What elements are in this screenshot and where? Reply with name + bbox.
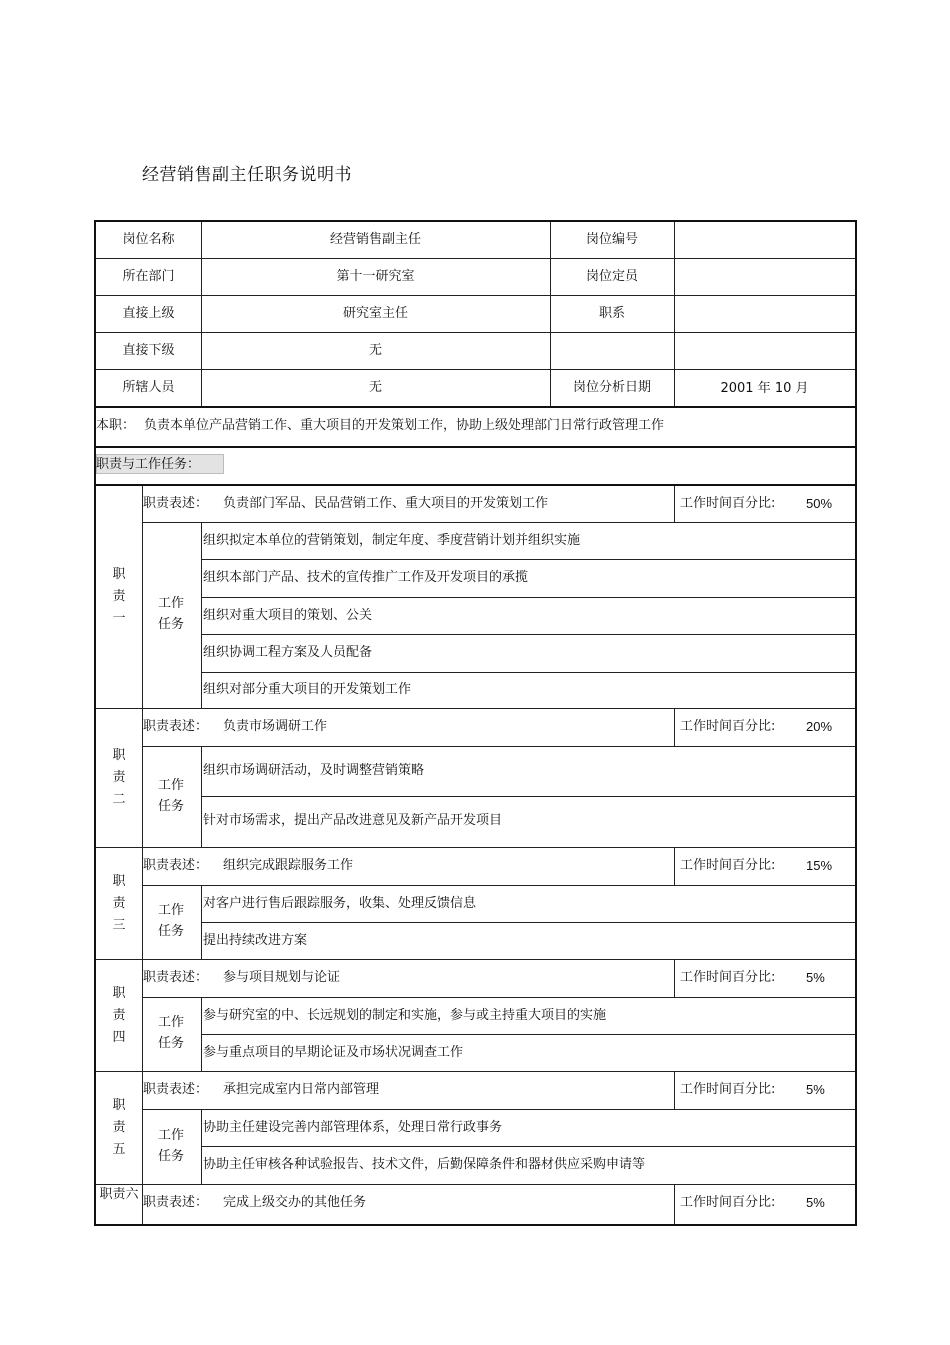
grid-line bbox=[201, 1034, 855, 1035]
grid-line bbox=[550, 222, 551, 407]
grid-line bbox=[142, 848, 143, 959]
header-label2: 岗位定员 bbox=[585, 269, 638, 284]
grid-line bbox=[674, 1072, 675, 1109]
grid-line bbox=[674, 222, 675, 407]
pct-label: 工作时间百分比: bbox=[680, 970, 776, 985]
header-label2: 岗位编号 bbox=[585, 232, 638, 247]
grid-line bbox=[201, 1146, 855, 1147]
grid-line bbox=[142, 1109, 855, 1110]
pct-label: 工作时间百分比: bbox=[680, 719, 776, 734]
duty-percent: 15% bbox=[806, 858, 833, 873]
task-label: 工作任务 bbox=[157, 1015, 184, 1051]
duties-header: 职责与工作任务： bbox=[96, 457, 201, 472]
grid-line bbox=[96, 446, 855, 448]
job-description-table bbox=[94, 220, 857, 1226]
duty-desc: 完成上级交办的其他任务 bbox=[223, 1195, 367, 1210]
grid-line bbox=[201, 522, 202, 708]
pct-label: 工作时间百分比: bbox=[680, 1195, 776, 1210]
task-item: 组织拟定本单位的营销策划，制定年度、季度营销计划并组织实施 bbox=[203, 532, 581, 548]
task-item: 组织协调工程方案及人员配备 bbox=[203, 645, 373, 660]
duty-desc-label: 职责表述： bbox=[143, 496, 209, 511]
task-label: 工作任务 bbox=[157, 1127, 184, 1164]
header-label: 岗位名称 bbox=[122, 232, 175, 247]
task-item: 提出持续改进方案 bbox=[203, 932, 308, 948]
grid-line bbox=[201, 559, 855, 560]
duty-desc-label: 职责表述： bbox=[143, 719, 209, 734]
header-label2: 岗位分析日期 bbox=[572, 380, 651, 395]
grid-line bbox=[201, 597, 855, 598]
page-title: 经营销售副主任职务说明书 bbox=[142, 165, 352, 185]
task-item: 协助主任审核各种试验报告、技术文件，后勤保障条件和器材供应采购申请等 bbox=[203, 1157, 646, 1172]
grid-line bbox=[96, 959, 855, 960]
grid-line bbox=[96, 258, 855, 259]
header-label2: 职系 bbox=[598, 306, 625, 321]
grid-line bbox=[201, 634, 855, 635]
header-value: 研究室主任 bbox=[342, 306, 408, 321]
task-label: 工作任务 bbox=[157, 903, 184, 939]
grid-line bbox=[201, 796, 855, 797]
header-label: 直接上级 bbox=[122, 306, 175, 321]
pct-label: 工作时间百分比: bbox=[680, 496, 776, 511]
grid-line bbox=[142, 522, 855, 523]
grid-line bbox=[96, 1184, 855, 1185]
grid-line bbox=[96, 295, 855, 296]
task-label: 工作任务 bbox=[157, 777, 184, 814]
duty-name: 职责六 bbox=[99, 1187, 139, 1202]
duty-desc: 负责市场调研工作 bbox=[223, 719, 328, 734]
duty-desc-label: 职责表述： bbox=[143, 1082, 209, 1097]
duty-percent: 50% bbox=[806, 496, 833, 511]
grid-line bbox=[96, 1071, 855, 1072]
duty-desc: 负责部门军品、民品营销工作、重大项目的开发策划工作 bbox=[223, 496, 549, 511]
grid-line bbox=[674, 960, 675, 997]
header-value: 经营销售副主任 bbox=[329, 232, 421, 247]
header-value: 无 bbox=[368, 380, 382, 395]
grid-line bbox=[96, 708, 855, 709]
task-item: 针对市场需求，提出产品改进意见及新产品开发项目 bbox=[203, 813, 503, 828]
duty-name: 职责五 bbox=[112, 1098, 126, 1157]
grid-line bbox=[96, 332, 855, 333]
duty-name: 职责一 bbox=[112, 567, 126, 626]
grid-line bbox=[96, 847, 855, 848]
task-item: 组织本部门产品、技术的宣传推广工作及开发项目的承揽 bbox=[203, 570, 529, 585]
grid-line bbox=[142, 1072, 143, 1184]
grid-line bbox=[142, 709, 143, 847]
header-label: 所辖人员 bbox=[122, 380, 175, 395]
grid-line bbox=[674, 486, 675, 522]
duty-percent: 5% bbox=[806, 1195, 825, 1210]
basic-duty-label: 本职： bbox=[96, 418, 136, 433]
grid-line bbox=[96, 369, 855, 370]
duty-desc-label: 职责表述： bbox=[143, 970, 209, 985]
grid-line bbox=[142, 486, 143, 708]
task-item: 参与研究室的中、长远规划的制定和实施，参与或主持重大项目的实施 bbox=[203, 1007, 607, 1023]
header-value: 第十一研究室 bbox=[336, 269, 415, 284]
basic-duty-text: 负责本单位产品营销工作、重大项目的开发策划工作，协助上级处理部门日常行政管理工作 bbox=[144, 418, 665, 433]
grid-line bbox=[674, 848, 675, 885]
grid-line bbox=[142, 1185, 143, 1224]
task-item: 组织对部分重大项目的开发策划工作 bbox=[203, 682, 412, 697]
grid-line bbox=[674, 709, 675, 746]
grid-line bbox=[142, 885, 855, 886]
task-item: 组织对重大项目的策划、公关 bbox=[203, 607, 373, 623]
task-label: 工作任务 bbox=[157, 596, 184, 632]
grid-line bbox=[142, 960, 143, 1071]
grid-line bbox=[96, 484, 855, 486]
pct-label: 工作时间百分比: bbox=[680, 1082, 776, 1097]
grid-line bbox=[96, 406, 855, 408]
header-value2: 2001 年 10 月 bbox=[720, 381, 809, 396]
grid-line bbox=[201, 672, 855, 673]
duty-percent: 20% bbox=[806, 719, 833, 734]
duty-percent: 5% bbox=[806, 970, 825, 985]
duty-desc-label: 职责表述： bbox=[143, 1195, 209, 1210]
task-item: 协助主任建设完善内部管理体系，处理日常行政事务 bbox=[203, 1119, 503, 1135]
grid-line bbox=[201, 922, 855, 923]
grid-line bbox=[142, 997, 855, 998]
header-value: 无 bbox=[368, 343, 382, 358]
header-label: 直接下级 bbox=[122, 343, 175, 358]
duty-percent: 5% bbox=[806, 1082, 825, 1097]
task-item: 参与重点项目的早期论证及市场状况调查工作 bbox=[203, 1044, 464, 1060]
pct-label: 工作时间百分比: bbox=[680, 858, 776, 873]
duty-desc-label: 职责表述： bbox=[143, 858, 209, 873]
duty-name: 职责二 bbox=[112, 748, 126, 807]
duty-desc: 组织完成跟踪服务工作 bbox=[223, 858, 354, 873]
duty-name: 职责三 bbox=[112, 873, 126, 933]
grid-line bbox=[201, 222, 202, 407]
task-item: 组织市场调研活动，及时调整营销策略 bbox=[203, 763, 425, 778]
duty-name: 职责四 bbox=[112, 985, 126, 1045]
duty-desc: 承担完成室内日常内部管理 bbox=[223, 1082, 380, 1097]
task-item: 对客户进行售后跟踪服务，收集、处理反馈信息 bbox=[203, 895, 477, 911]
header-label: 所在部门 bbox=[122, 269, 175, 284]
grid-line bbox=[142, 746, 855, 747]
grid-line bbox=[674, 1185, 675, 1224]
duty-desc: 参与项目规划与论证 bbox=[223, 970, 341, 985]
